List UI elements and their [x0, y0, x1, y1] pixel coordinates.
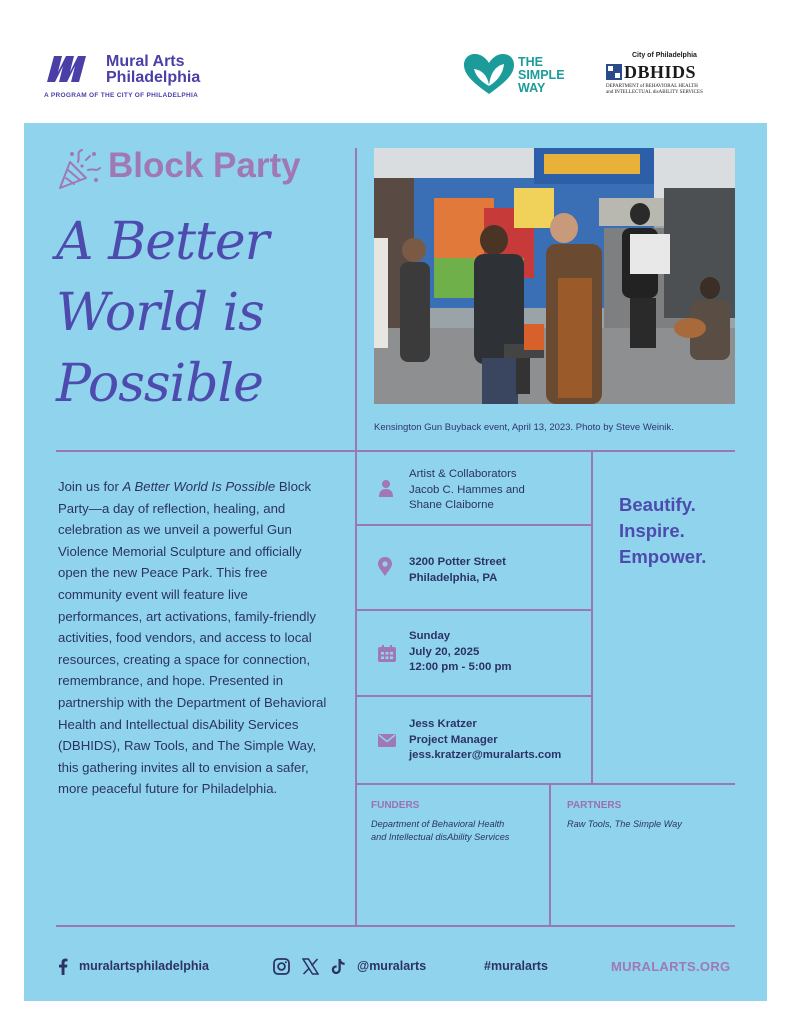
funders-line2: and Intellectual disAbility Services — [371, 832, 510, 842]
hashtag: #muralarts — [484, 959, 548, 973]
divider-info-bottom — [356, 783, 735, 785]
simple-line3: WAY — [518, 81, 546, 95]
contact-email-link[interactable]: jess.kratzer@muralarts.com — [409, 749, 562, 761]
artists-text — [409, 467, 525, 514]
simple-line2: SIMPLE — [518, 68, 565, 82]
calendar-icon — [378, 645, 396, 662]
contact-row — [356, 697, 592, 783]
intro-body: Block Party—a day of reflection, healing, and celebration as we unveil a powerful Gun Violence Memorial Sculpture and officially open the new Peace Park. This free community event will feature live performances, art activations, family-friendly activities, food vendors, and access to local resources, creating a space for connection, remembrance, and hope. Presented in partnership with the Department of Behavioral Health and Intellectual disAbility Services (DBHIDS), Raw Tools, and The Simple Way, this gathering invites all to envision a safer, more peaceful future for Philadelphia. — [58, 479, 327, 797]
event-time: 12:00 pm - 5:00 pm — [409, 661, 512, 673]
intro-title: A Better World Is Possible — [122, 479, 276, 494]
event-date: July 20, 2025 — [409, 645, 480, 658]
address-text — [409, 555, 506, 586]
headline: A Better World is Possible — [56, 212, 269, 414]
dbhids-dept-line2: and INTELLECTUAL disABILITY SERVICES — [606, 90, 703, 95]
photo-caption: Kensington Gun Buyback event, April 13, 2023. Photo by Steve Weinik. — [374, 422, 674, 433]
contact-text — [409, 717, 561, 764]
website-link[interactable]: MURALARTS.ORG — [611, 959, 731, 974]
slogan — [619, 492, 706, 570]
address-row — [356, 526, 592, 609]
dbhids-department — [606, 84, 703, 96]
divider-horizontal-footer — [56, 925, 735, 927]
slogan-line1: Beautify. — [619, 494, 696, 515]
funders-line1: Department of Behavioral Health — [371, 819, 505, 829]
dbhids-logo — [604, 52, 734, 100]
mural-arts-subtitle: A PROGRAM OF THE CITY OF PHILADELPHIA — [44, 92, 199, 99]
funders-heading: FUNDERS — [371, 800, 420, 811]
map-pin-icon — [378, 557, 392, 576]
event-photo-illustration — [374, 148, 735, 404]
funders-text — [371, 818, 509, 844]
mural-name-line1: Mural Arts — [106, 53, 185, 70]
mural-arts-m-icon — [44, 52, 100, 84]
intro-lead: Join us for — [58, 479, 123, 494]
artists-row — [356, 452, 592, 524]
date-row — [356, 611, 592, 695]
mural-arts-name — [106, 54, 200, 86]
artists-label: Artist & Collaborators — [409, 468, 517, 480]
event-photo — [374, 148, 735, 404]
intro-paragraph — [58, 476, 330, 800]
dbhids-dept-line1: DEPARTMENT of BEHAVIORAL HEALTH — [606, 84, 698, 89]
x-twitter-icon[interactable] — [302, 958, 319, 975]
slogan-line3: Empower. — [619, 546, 707, 567]
address-line2: Philadelphia, PA — [409, 571, 498, 584]
facebook-handle[interactable]: muralartsphiladelphia — [79, 959, 209, 973]
dbhids-name: DBHIDS — [624, 62, 697, 82]
tiktok-icon[interactable] — [331, 958, 346, 975]
contact-title: Project Manager — [409, 733, 498, 746]
simple-way-logo — [462, 52, 582, 100]
simple-way-name — [518, 56, 565, 95]
social-handle[interactable]: @muralarts — [357, 959, 427, 973]
envelope-icon — [378, 734, 396, 747]
event-day: Sunday — [409, 630, 451, 642]
partners-heading: PARTNERS — [567, 800, 622, 811]
slogan-line2: Inspire. — [619, 520, 685, 541]
facebook-icon[interactable] — [58, 958, 68, 975]
date-text — [409, 629, 512, 676]
partners-text: Raw Tools, The Simple Way — [567, 819, 682, 829]
person-icon — [378, 479, 394, 497]
address-line1: 3200 Potter Street — [409, 556, 506, 568]
contact-name: Jess Kratzer — [409, 718, 477, 730]
instagram-icon[interactable] — [273, 958, 290, 975]
party-popper-icon — [56, 148, 102, 190]
simple-line1: THE — [518, 55, 543, 69]
artists-line2: Shane Claiborne — [409, 499, 494, 511]
block-party-text: Block Party — [108, 146, 301, 185]
mural-name-line2: Philadelphia — [106, 69, 201, 86]
dbhids-city: City of Philadelphia — [632, 52, 697, 59]
heart-leaf-icon — [462, 52, 516, 96]
mural-arts-logo — [44, 50, 244, 102]
artists-line1: Jacob C. Hammes and — [409, 483, 525, 496]
divider-vertical-partners — [549, 784, 551, 926]
dbhids-mark-icon — [606, 64, 622, 80]
